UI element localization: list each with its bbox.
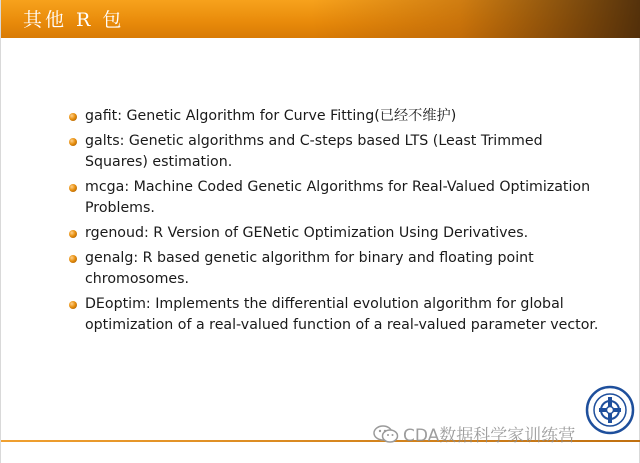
list-item	[69, 223, 609, 244]
bullet-icon	[69, 301, 77, 309]
list-item-text: galts: Genetic algorithms and C-steps based LTS (Least Trimmed Squares) estimation.	[85, 133, 543, 170]
title-bar	[1, 0, 640, 38]
list-item-text: rgenoud: R Version of GENetic Optimization Using Derivatives.	[85, 225, 529, 241]
watermark	[373, 421, 575, 449]
bullet-icon	[69, 184, 77, 192]
university-seal-icon	[585, 385, 635, 435]
list-item-text: DEoptim: Implements the differential evolution algorithm for global optimization of a real-valued function of a real-valued parameter vector.	[85, 296, 599, 333]
bullet-icon	[69, 255, 77, 263]
bullet-icon	[69, 138, 77, 146]
bullet-list	[69, 106, 609, 340]
slide-title: 其他 R 包	[23, 9, 125, 31]
list-item-text: mcga: Machine Coded Genetic Algorithms for Real-Valued Optimization Problems.	[85, 179, 591, 216]
list-item	[69, 131, 609, 173]
list-item	[69, 106, 609, 127]
list-item	[69, 177, 609, 219]
list-item	[69, 248, 609, 290]
title-bar-gradient	[311, 0, 640, 38]
bullet-icon	[69, 113, 77, 121]
watermark-text: CDA数据科学家训练营	[403, 426, 576, 446]
bullet-icon	[69, 230, 77, 238]
wechat-icon	[373, 424, 399, 449]
list-item-text: genalg: R based genetic algorithm for binary and floating point chromosomes.	[85, 250, 534, 287]
list-item-text: gafit: Genetic Algorithm for Curve Fitting(已经不维护)	[85, 108, 457, 124]
list-item	[69, 294, 609, 336]
